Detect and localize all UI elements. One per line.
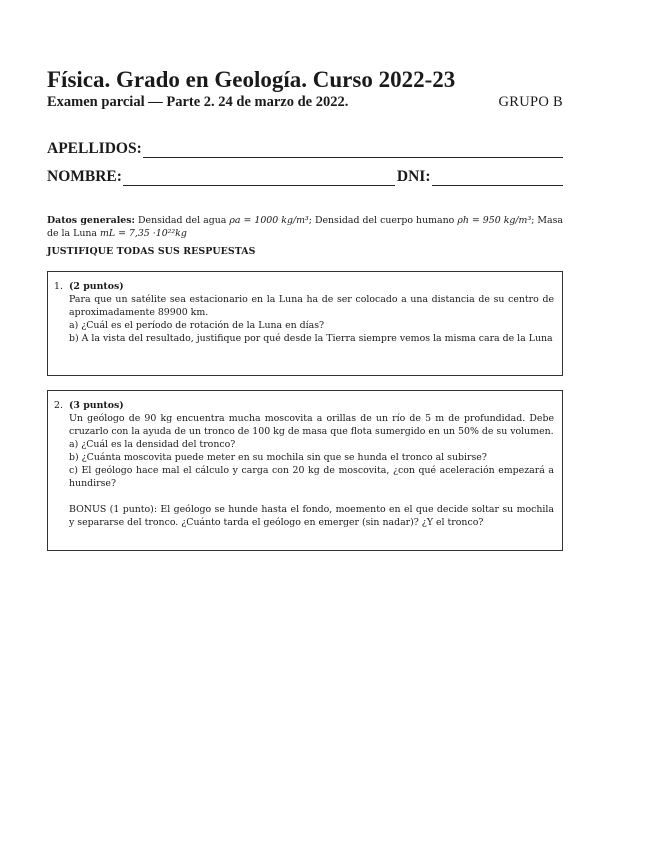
question-part-b: b) A la vista del resultado, justifique por qué desde la Tierra siempre vemos la misma cara de la Luna: [69, 333, 553, 344]
question-points: (2 puntos): [69, 281, 124, 292]
question-statement: Un geólogo de 90 kg encuentra mucha moscovita a orillas de un río de 5 m de profundidad. Debe cruzarlo con la ayuda de un tronco de 100 kg de masa que flota sumergido en un 50% de su volumen.: [69, 413, 554, 437]
question-1: [54, 280, 554, 345]
question-part-a: a) ¿Cuál es el período de rotación de la Luna en días?: [69, 320, 325, 331]
dni-label: DNI:: [396, 168, 431, 185]
question-number: 1.: [54, 281, 63, 292]
question-part-a: a) ¿Cuál es la densidad del tronco?: [69, 439, 236, 450]
exam-page: [47, 66, 563, 528]
surname-line[interactable]: [143, 143, 563, 158]
name-label: NOMBRE:: [47, 168, 122, 185]
subtitle-row: [47, 94, 563, 111]
group-label: GRUPO B: [498, 94, 563, 110]
moon-mass-prefix: ; Masa de la Luna: [47, 215, 563, 239]
question-points: (3 puntos): [69, 400, 124, 411]
question-number: 2.: [54, 400, 63, 411]
page-title: Física. Grado en Geología. Curso 2022-23: [47, 67, 456, 92]
question-statement: Para que un satélite sea estacionario en la Luna ha de ser colocado a una distancia de su centro de aproximadamente 89900 km.: [69, 294, 554, 318]
general-data-label: Datos generales:: [47, 215, 135, 226]
question-part-c: c) El geólogo hace mal el cálculo y carga con 20 kg de moscovita, ¿con qué aceleración empezará a hundirse?: [69, 465, 554, 489]
question-2: [54, 399, 554, 529]
surname-label: APELLIDOS:: [47, 140, 142, 157]
name-dni-row: [47, 168, 563, 186]
name-line[interactable]: [123, 171, 395, 186]
question-part-b: b) ¿Cuánta moscovita puede meter en su mochila sin que se hunda el tronco al subirse?: [69, 452, 487, 463]
surname-field[interactable]: [47, 140, 563, 158]
body-density: ρh = 950 kg/m³: [457, 215, 532, 226]
question-bonus: BONUS (1 punto): El geólogo se hunde hasta el fondo, moemento en el que decide soltar su mochila y separarse del tronco. ¿Cuánto tarda el geólogo en emerger (sin nadar)? ¿Y el tronco?: [69, 504, 554, 528]
dni-line[interactable]: [432, 171, 563, 186]
question-1-box: [47, 271, 563, 376]
body-density-prefix: ; Densidad del cuerpo humano: [308, 215, 458, 226]
water-density: ρa = 1000 kg/m³: [229, 215, 309, 226]
moon-mass: mL = 7,35 ·10²²kg: [99, 228, 187, 239]
water-density-prefix: Densidad del agua: [138, 215, 230, 226]
question-2-box: [47, 390, 563, 551]
exam-subtitle: Examen parcial — Parte 2. 24 de marzo de 2022.: [47, 94, 349, 110]
general-data: [47, 214, 563, 240]
instruction-heading: JUSTIFIQUE TODAS SUS RESPUESTAS: [47, 246, 256, 257]
